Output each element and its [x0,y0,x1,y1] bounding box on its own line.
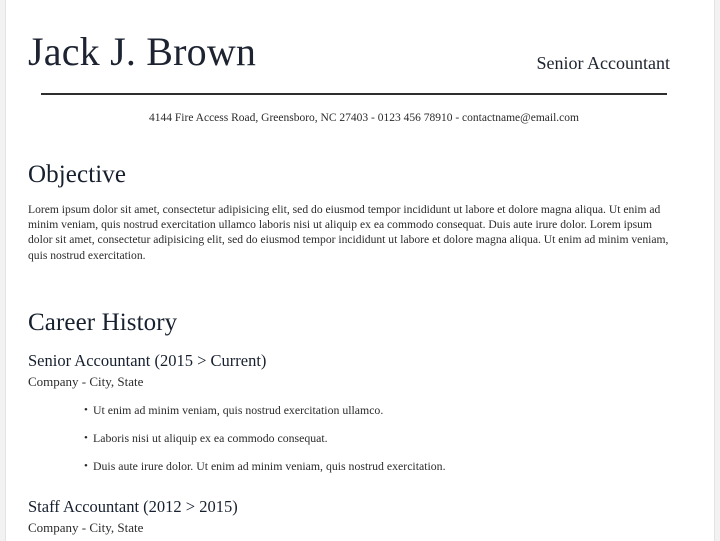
job-company-location: Company - City, State [28,520,144,535]
bullet-icon: • [84,432,88,444]
objective-paragraph: Lorem ipsum dolor sit amet, consectetur adipisicing elit, sed do eiusmod tempor incididunt ut labore et dolore magna aliqua. Ut enim ad minim veniam, quis nostrud exercitation ullamco laboris nisi ut aliquip ex ea commodo consequat. Duis aute irure dolor. Lorem ipsum dolor sit amet, consectetur adipisicing elit, sed do eiusmod tempor incididunt ut labore et dolore magna aliqua. Ut enim ad minim veniam, quis nostrud exercitation. [28,203,669,262]
job-responsibility-list [28,403,674,474]
section-career-history [28,308,674,537]
job-role-title: Senior Accountant (2015 > Current) [28,351,267,370]
job-company-location: Company - City, State [28,374,144,389]
list-item-text: Ut enim ad minim veniam, quis nostrud exercitation ullamco. [93,403,384,417]
job-entry [28,496,674,537]
resume-header [6,28,714,90]
list-item [84,403,674,418]
section-heading-objective: Objective [28,161,127,188]
list-item [84,431,674,446]
section-heading-career-history: Career History [28,309,178,336]
bullet-icon: • [84,460,88,472]
list-item-text: Laboris nisi ut aliquip ex ea commodo consequat. [93,431,328,445]
list-item [84,459,674,474]
candidate-job-title: Senior Accountant [536,53,670,73]
resume-page [5,0,715,541]
list-item-text: Duis aute irure dolor. Ut enim ad minim veniam, quis nostrud exercitation. [93,459,446,473]
bullet-icon: • [84,404,88,416]
job-role-title: Staff Accountant (2012 > 2015) [28,497,238,516]
contact-info [6,110,714,126]
resume-content [6,0,714,541]
header-divider [41,93,667,95]
candidate-name: Jack J. Brown [28,29,257,74]
section-objective [28,160,674,263]
job-entry [28,350,674,474]
contact-info-text: 4144 Fire Access Road, Greensboro, NC 27403 - 0123 456 78910 - contactname@email.com [149,112,579,124]
